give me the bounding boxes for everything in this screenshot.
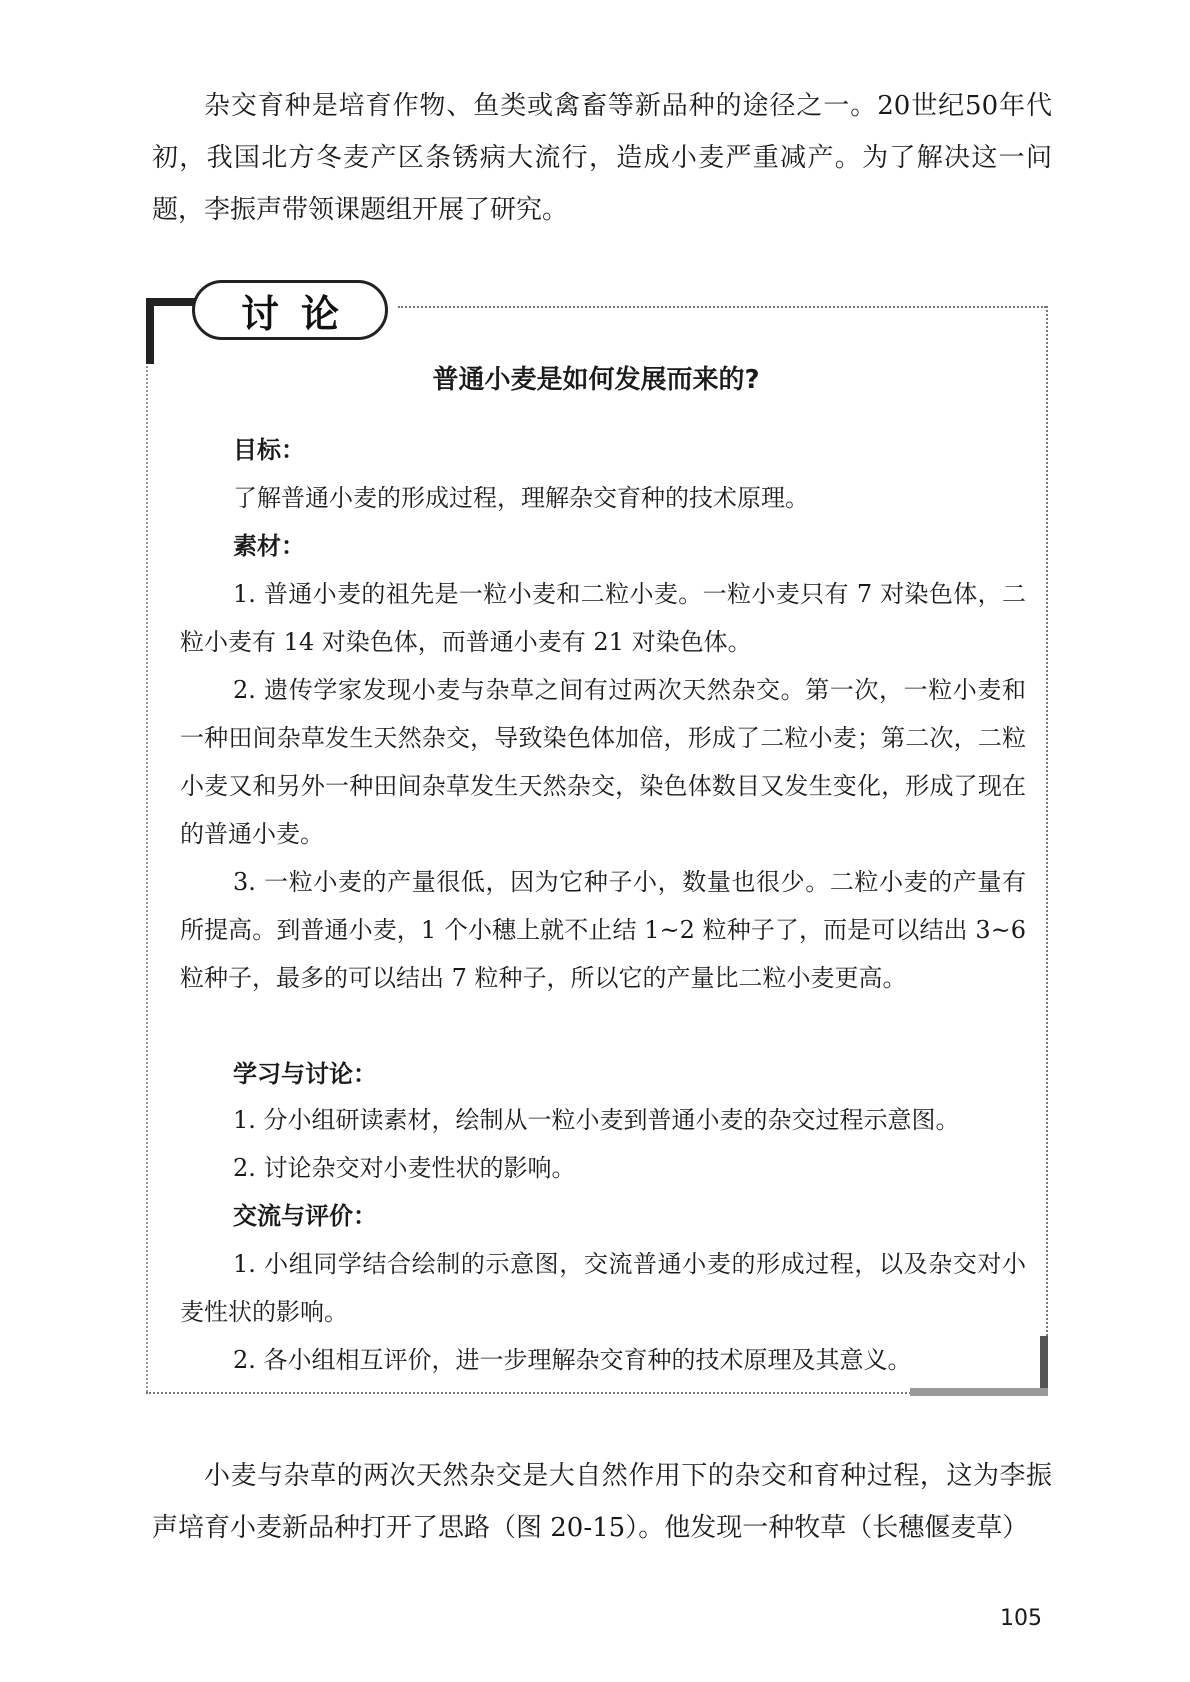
study-item: 2. 讨论杂交对小麦性状的影响。 bbox=[233, 1154, 576, 1182]
materials-item: 2. 遗传学家发现小麦与杂草之间有过两次天然杂交。第一次，一粒小麦和一种田间杂草发生天然杂交，导致染色体加倍，形成了二粒小麦；第二次，二粒小麦又和另外一种田间杂草发生天然杂交，染色体数目又发生变化，形成了现在的普通小麦。 bbox=[180, 676, 1026, 848]
box-border-right bbox=[1046, 306, 1048, 1392]
intro-paragraph: 杂交育种是培育作物、鱼类或禽畜等新品种的途径之一。20世纪50年代初，我国北方冬麦产区条锈病大流行，造成小麦严重减产。为了解决这一问题，李振声带领课题组开展了研究。 bbox=[152, 91, 1052, 225]
box-corner-top-left-bar bbox=[146, 298, 196, 306]
evaluation-item: 2. 各小组相互评价，进一步理解杂交育种的技术原理及其意义。 bbox=[233, 1346, 912, 1374]
box-border-top bbox=[398, 306, 1046, 308]
goal-heading: 目标： bbox=[233, 436, 305, 464]
study-item: 1. 分小组研读素材，绘制从一粒小麦到普通小麦的杂交过程示意图。 bbox=[233, 1106, 960, 1134]
materials-heading: 素材： bbox=[233, 532, 305, 560]
materials-item: 1. 普通小麦的祖先是一粒小麦和二粒小麦。一粒小麦只有 7 对染色体，二粒小麦有 14 对染色体，而普通小麦有 21 对染色体。 bbox=[180, 580, 1026, 656]
page-number: 105 bbox=[1000, 1606, 1042, 1631]
study-heading: 学习与讨论： bbox=[233, 1060, 377, 1088]
evaluation-item: 1. 小组同学结合绘制的示意图，交流普通小麦的形成过程，以及杂交对小麦性状的影响。 bbox=[180, 1250, 1026, 1326]
materials-item: 3. 一粒小麦的产量很低，因为它种子小，数量也很少。二粒小麦的产量有所提高。到普通小麦，1 个小穗上就不止结 1~2 粒种子了，而是可以结出 3~6 粒种子，最多的可以结出 7 粒种子，所以它的产量比二粒小麦更高。 bbox=[180, 868, 1026, 992]
box-corner-bottom-right-bar bbox=[910, 1388, 1048, 1396]
outro-paragraph: 小麦与杂草的两次天然杂交是大自然作用下的杂交和育种过程，这为李振声培育小麦新品种打开了思路（图 20-15）。他发现一种牧草（长穗偃麦草） bbox=[152, 1461, 1052, 1543]
box-corner-bottom-right bbox=[1040, 1336, 1048, 1396]
discussion-tab-label: 讨论 bbox=[240, 291, 361, 336]
discussion-tab bbox=[192, 280, 388, 340]
discussion-title: 普通小麦是如何发展而来的? bbox=[432, 365, 760, 395]
box-corner-top-left bbox=[146, 298, 154, 364]
goal-text: 了解普通小麦的形成过程，理解杂交育种的技术原理。 bbox=[233, 484, 809, 512]
box-border-left bbox=[146, 366, 148, 1392]
evaluation-heading: 交流与评价： bbox=[233, 1202, 377, 1230]
